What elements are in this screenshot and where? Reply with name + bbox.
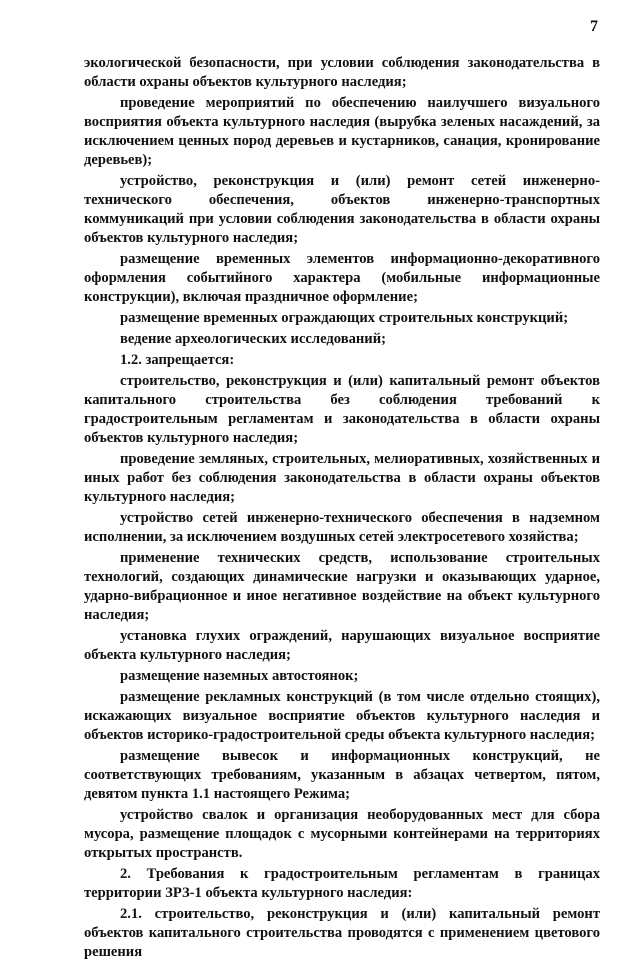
paragraph-solid-fences: установка глухих ограждений, нарушающих визуальное восприятие объекта культурного наследия; [84,628,600,663]
paragraph-engineering-networks: устройство, реконструкция и (или) ремонт сетей инженерно-технического обеспечения, объектов инженерно-транспортных коммуникаций при условии соблюдения законодательства в области охраны объектов культурного наследия; [84,173,600,246]
paragraph-earthworks: проведение земляных, строительных, мелиоративных, хозяйственных и иных работ без соблюдения законодательства в области охраны объектов культурного наследия; [84,451,600,505]
document-body [84,54,600,964]
paragraph-prohibited-heading: 1.2. запрещается: [120,352,235,368]
paragraph-continuation-ecological: экологической безопасности, при условии соблюдения законодательства в области охраны объектов культурного наследия; [84,55,600,90]
paragraph-construction-without-compliance: строительство, реконструкция и (или) капитальный ремонт объектов капитального строительства без соблюдения требований к градостроительным регламентам и законодательства в области охраны объектов культурного наследия; [84,373,600,446]
paragraph-section-2-heading: 2. Требования к градостроительным регламентам в границах территории ЗРЗ-1 объекта культурного наследия: [84,866,600,901]
paragraph-temporary-decorative-elements: размещение временных элементов информационно-декоративного оформления событийного характера (мобильные информационные конструкции), включая праздничное оформление; [84,251,600,305]
paragraph-ground-parking: размещение наземных автостоянок; [120,668,359,684]
paragraph-archaeological-research: ведение археологических исследований; [120,331,386,347]
page-number: 7 [590,18,598,35]
paragraph-visual-perception-measures: проведение мероприятий по обеспечению наилучшего визуального восприятия объекта культурного наследия (вырубка зеленых насаждений, за исключением ценных пород деревьев и кустарников, санация, кронирование деревьев); [84,95,600,168]
paragraph-section-2-1: 2.1. строительство, реконструкция и (или) капитальный ремонт объектов капитального строительства проводятся с применением цветового решения [84,906,600,960]
paragraph-advertising-structures: размещение рекламных конструкций (в том числе отдельно стоящих), искажающих визуальное восприятие объектов культурного наследия и объектов историко-градостроительной среды объекта культурного наследия; [84,689,600,743]
paragraph-dumps: устройство свалок и организация необорудованных мест для сбора мусора, размещение площадок с мусорными контейнерами на территориях открытых пространств. [84,807,600,861]
paragraph-dynamic-loads: применение технических средств, использование строительных технологий, создающих динамические нагрузки и оказывающих ударное, ударно-вибрационное и иное негативное воздействие на объект культурного наследия; [84,550,600,623]
paragraph-overhead-networks: устройство сетей инженерно-технического обеспечения в надземном исполнении, за исключением воздушных сетей электросетевого хозяйства; [84,510,600,545]
paragraph-signboards: размещение вывесок и информационных конструкций, не соответствующих требованиям, указанным в абзацах четвертом, пятом, девятом пункта 1.1 настоящего Режима; [84,748,600,802]
paragraph-temporary-fencing: размещение временных ограждающих строительных конструкций; [120,310,569,326]
